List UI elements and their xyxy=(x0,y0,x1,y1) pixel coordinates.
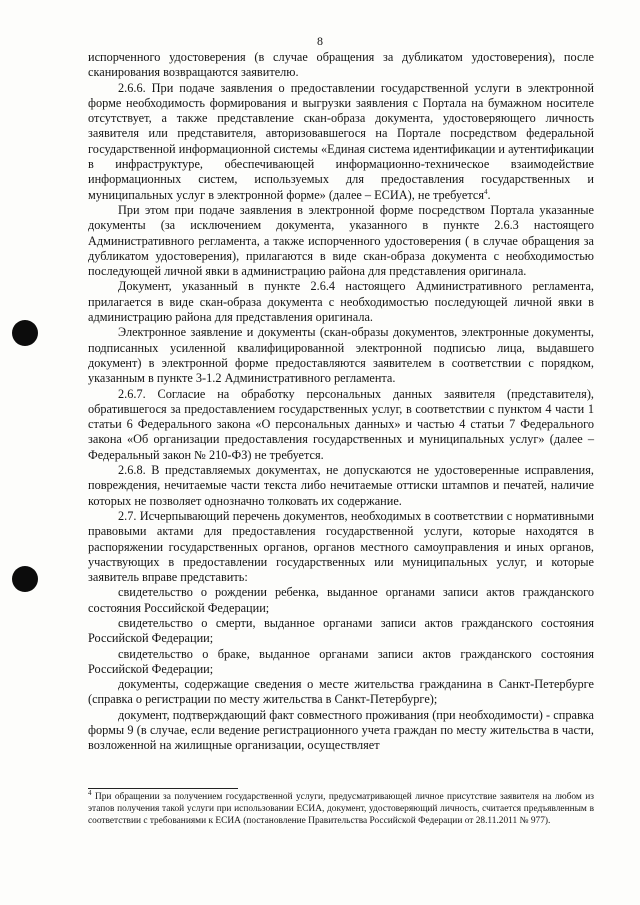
list-item: свидетельство о смерти, выданное органами записи актов гражданского состояния Российской Федерации; xyxy=(88,615,594,646)
paragraph: испорченного удостоверения (в случае обращения за дубликатом удостоверения), после сканирования возвращаются заявителю. xyxy=(88,50,594,80)
document-body xyxy=(88,50,594,754)
footnote-divider xyxy=(88,788,238,789)
footnote-text: При обращении за получением государственной услуги, предусматривающей личное присутствие заявителя на любом из этапов получения такой услуги при использовании ЕСИА, документ, удостоверяющий личность, считается предъявленным в соответствии с требованиями к ЕСИА (постановление Правительства Российской Федерации от 28.11.2011 № 977). xyxy=(88,792,595,826)
punch-hole-mark xyxy=(12,566,38,592)
footnote-marker: 4 xyxy=(88,788,92,797)
list-item: свидетельство о рождении ребенка, выданное органами записи актов гражданского состояния Российской Федерации; xyxy=(88,585,594,615)
footnote xyxy=(88,788,595,827)
list-item: документ, подтверждающий факт совместного проживания (при необходимости) - справка формы 9 (в случае, если ведение регистрационного учета граждан по месту жительства в части, возложенной на жилищные организации, осуществляет xyxy=(88,707,594,753)
paragraph-text: 2.6.6. При подаче заявления о предоставлении государственной услуги в электронной форме необходимость формирования и выгрузки заявления с Портала на бумажном носителе отсутствует, а также представление скан-образа документа, удостоверяющего личность заявителя или представителя, авторизовавшегося на Портале посредством федеральной государственной информационной системы «Единая система идентификации и аутентификации в инфраструктуре, обеспечивающей информационно-техническое взаимодействие информационных систем, используемых для предоставления государственных и муниципальных услуг в электронной форме» (далее – ЕСИА), не требуется xyxy=(88,80,594,202)
paragraph: 2.6.6. При подаче заявления о предоставлении государственной услуги в электронной форме необходимость формирования и выгрузки заявления с Портала на бумажном носителе отсутствует, а также представление скан-образа документа, удостоверяющего личность заявителя или представителя, авторизовавшегося на Портале посредством федеральной государственной информационной системы «Единая система идентификации и аутентификации в инфраструктуре, обеспечивающей информационно-техническое взаимодействие информационных систем, используемых для предоставления государственных и муниципальных услуг в электронной форме» (далее – ЕСИА), не требуется$^4$. xyxy=(88,80,594,202)
punch-hole-mark xyxy=(12,320,38,346)
paragraph: Документ, указанный в пункте 2.6.4 настоящего Административного регламента, прилагается в виде скан-образа документа с необходимостью последующей личной явки в администрацию района для представления оригинала. xyxy=(88,279,594,325)
paragraph: 2.6.7. Согласие на обработку персональных данных заявителя (представителя), обратившегося за предоставлением государственных услуг, в соответствии с пунктом 4 части 1 статьи 6 Федерального закона «О персональных данных» и частью 4 статьи 7 Федерального закона «Об организации предоставления государственных и муниципальных услуг» (далее – Федеральный закон № 210-ФЗ) не требуется. xyxy=(88,386,594,462)
paragraph: 2.7. Исчерпывающий перечень документов, необходимых в соответствии с нормативными правовыми актами для предоставления государственной услуги, которые находятся в распоряжении государственных органов, органов местного самоуправления и иных органов, участвующих в предоставлении государственных или муниципальных услуг, и которые заявитель вправе представить: xyxy=(88,508,594,585)
paragraph: 2.6.8. В представляемых документах, не допускаются не удостоверенные исправления, повреждения, нечитаемые части текста либо нечитаемые оттиски штампов и печатей, наличие которых не позволяет однозначно толковать их содержание. xyxy=(88,463,594,508)
paragraph: При этом при подаче заявления в электронной форме посредством Портала указанные документы (за исключением документа, указанного в пункте 2.6.3 настоящего Административного регламента, а также испорченного удостоверения ( в случае обращения за дубликатом удостоверения), прилагаются в виде скан-образа документа с необходимостью последующей личной явки в администрацию района для представления оригинала. xyxy=(88,202,594,279)
footnote-reference: 4 xyxy=(484,187,488,196)
page-number: 8 xyxy=(317,34,323,48)
list-item: свидетельство о браке, выданное органами записи актов гражданского состояния Российской Федерации; xyxy=(88,646,594,676)
list-item: документы, содержащие сведения о месте жительства гражданина в Санкт-Петербурге (справка о регистрации по месту жительства в Санкт-Петербурге); xyxy=(88,677,594,707)
paragraph: Электронное заявление и документы (скан-образы документов, электронные документы, подписанных усиленной квалифицированной электронной подписью лица, выдавшего документ) в электронной форме предоставляются заявителем в соответствии с порядком, указанным в пункте 3-1.2 Административного регламента. xyxy=(88,325,594,386)
